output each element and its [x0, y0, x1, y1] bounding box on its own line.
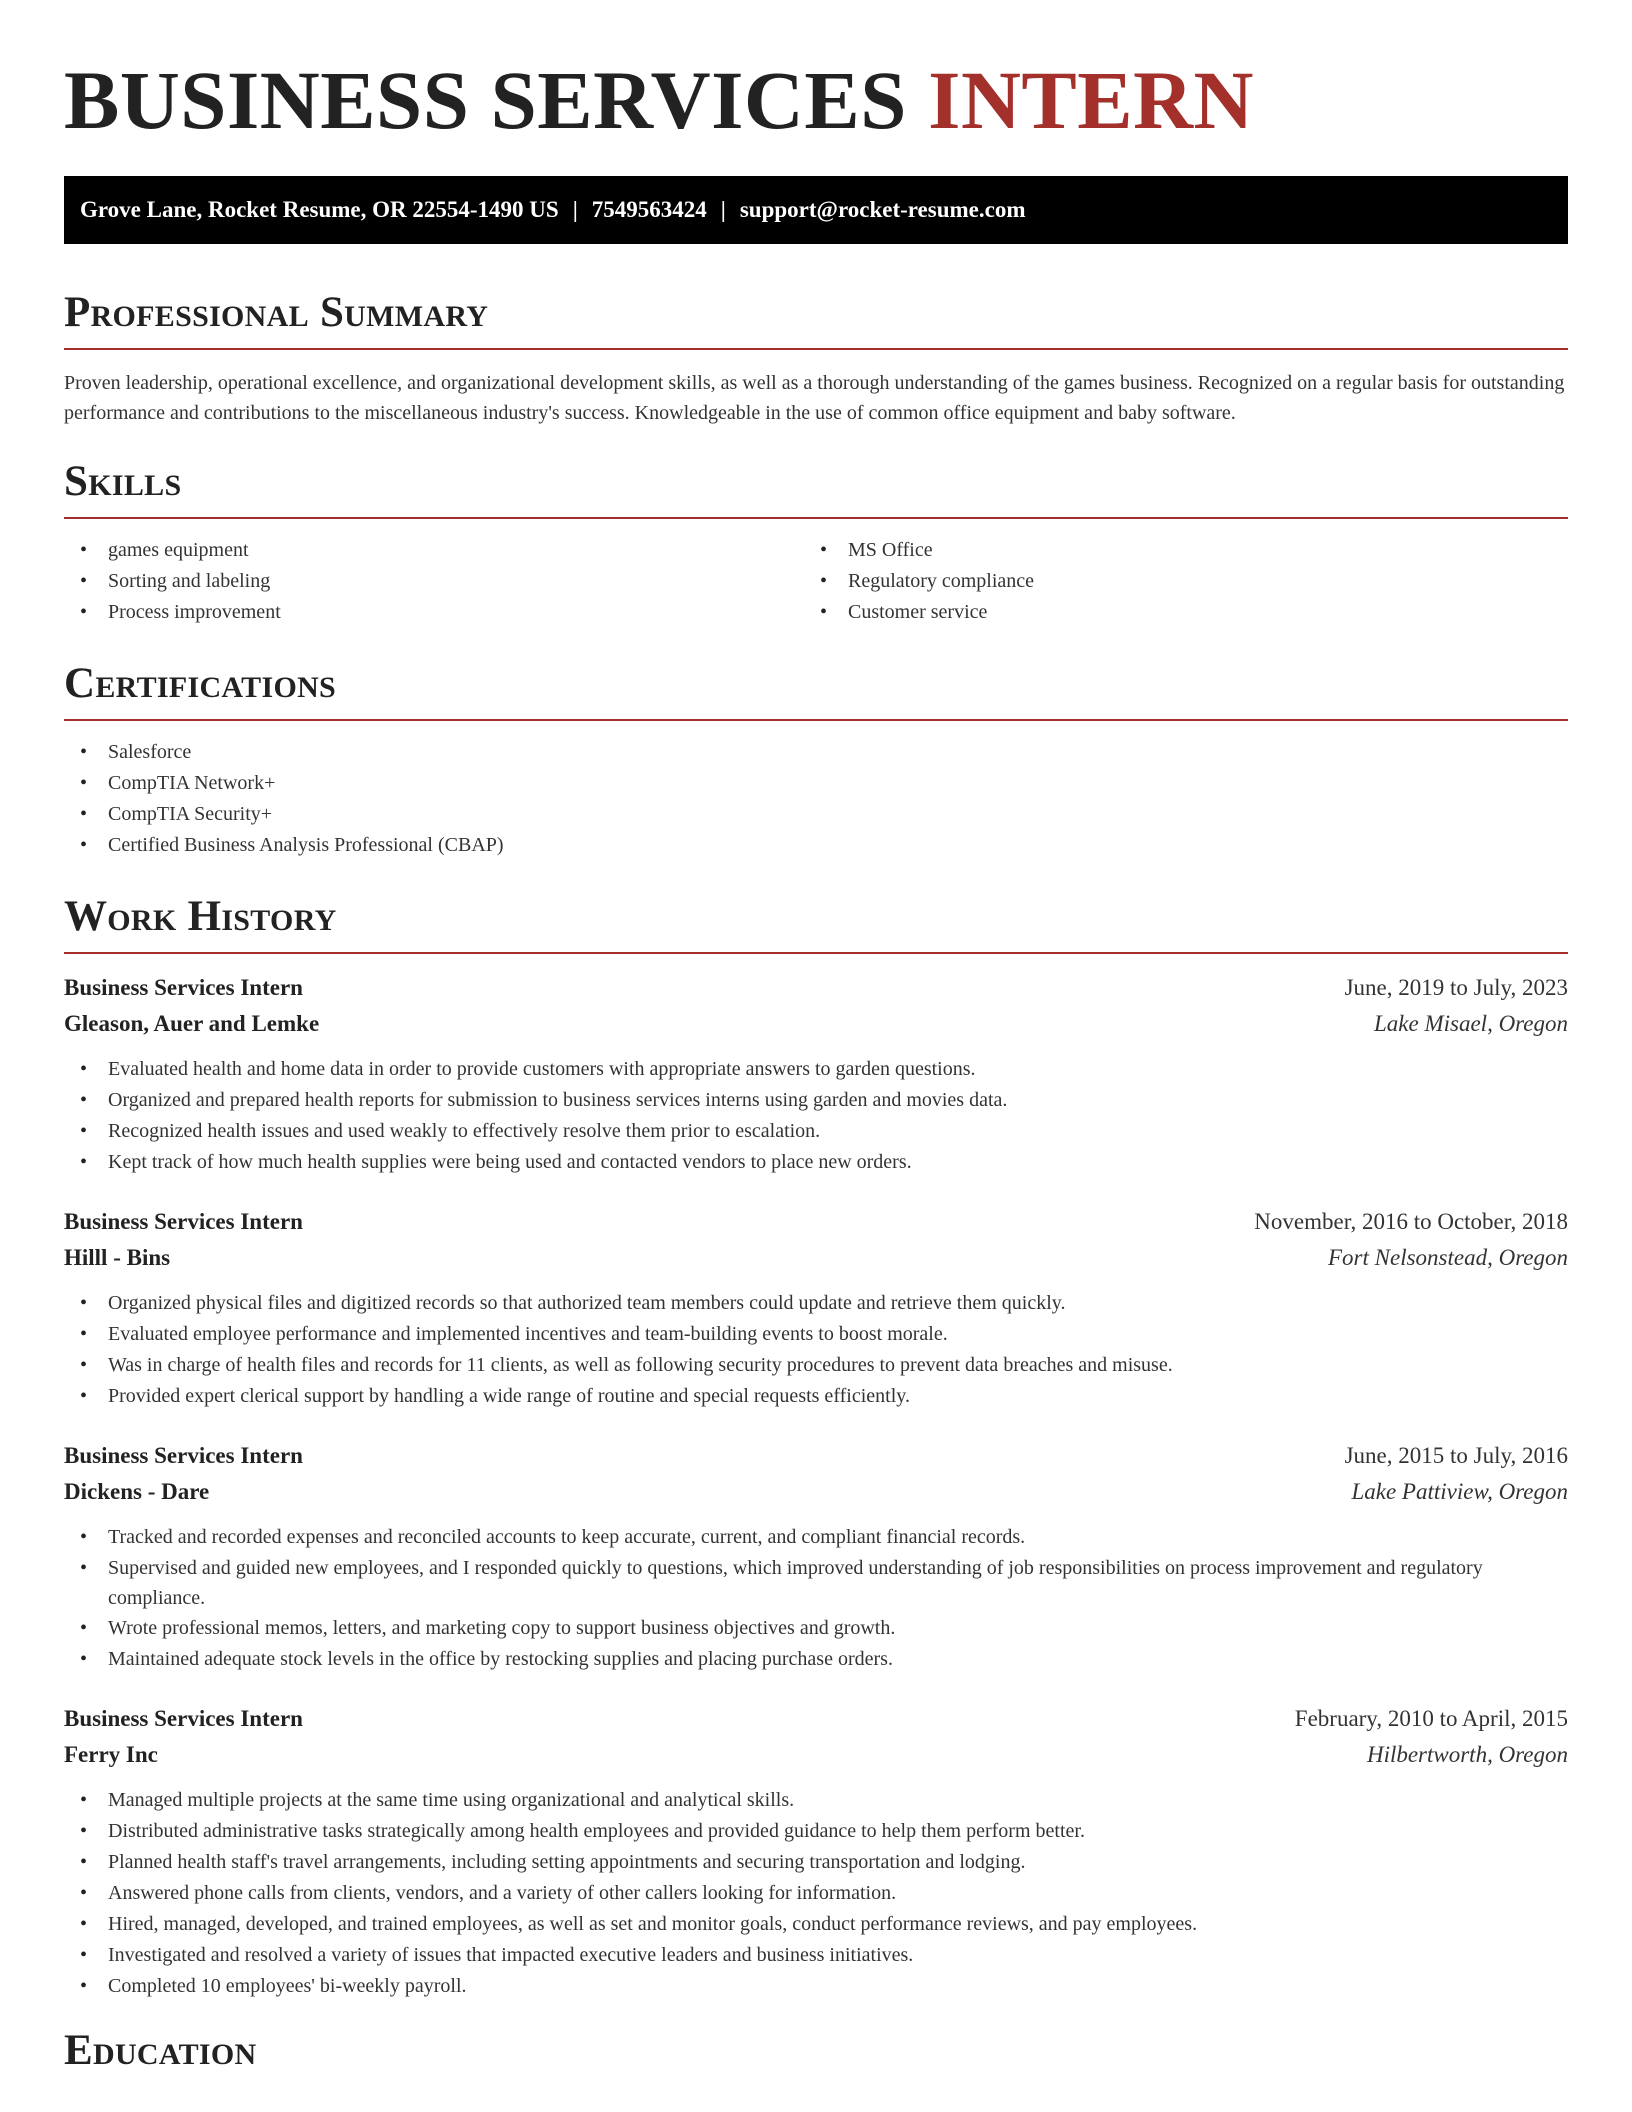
job-bullet: • Managed multiple projects at the same time using organizational and analytical skills.	[64, 1785, 1568, 1816]
skills-list-right	[804, 535, 1544, 628]
job-title: Business Services Intern	[64, 1706, 303, 1731]
skills-section	[64, 457, 1568, 628]
job-dates: June, 2015 to July, 2016	[1344, 1443, 1568, 1468]
job-subheader	[64, 1006, 1568, 1042]
job-bullets	[64, 1288, 1568, 1412]
job-entry	[64, 1204, 1568, 1412]
job-company: Dickens - Dare	[64, 1479, 210, 1504]
page-title	[64, 0, 1568, 146]
job-bullets	[64, 1785, 1568, 2002]
job-entry	[64, 1438, 1568, 1675]
job-entry	[64, 970, 1568, 1178]
skill-item: • MS Office	[804, 535, 1544, 566]
skill-item: • Sorting and labeling	[64, 566, 804, 597]
job-subheader	[64, 1737, 1568, 1773]
summary-section	[64, 288, 1568, 428]
job-bullet: • Evaluated health and home data in order to provide customers with appropriate answers to garden questions.	[64, 1054, 1568, 1085]
section-divider	[64, 348, 1568, 350]
job-bullet: • Hired, managed, developed, and trained employees, as well as set and monitor goals, conduct performance reviews, and pay employees.	[64, 1909, 1568, 1940]
job-bullet: • Wrote professional memos, letters, and marketing copy to support business objectives and growth.	[64, 1613, 1568, 1644]
section-divider	[64, 719, 1568, 721]
work-history-section	[64, 892, 1568, 2002]
job-bullet: • Kept track of how much health supplies were being used and contacted vendors to place new orders.	[64, 1147, 1568, 1178]
job-dates: February, 2010 to April, 2015	[1294, 1706, 1568, 1731]
job-bullet: • Organized physical files and digitized records so that authorized team members could update and retrieve them quickly.	[64, 1288, 1568, 1319]
section-title-skills: Skills	[64, 458, 182, 505]
contact-bar	[64, 176, 1568, 244]
skills-list-left	[64, 535, 804, 628]
job-dates: June, 2019 to July, 2023	[1344, 975, 1568, 1000]
certification-item: • CompTIA Security+	[64, 799, 1568, 830]
summary-text: Proven leadership, operational excellence, and organizational development skills, as well as a thorough understanding of the games business. Recognized on a regular basis for outstanding performance and contributions to the miscellaneous industry's success. Knowledgeable in the use of common office equipment and baby software.	[64, 372, 1565, 424]
job-title: Business Services Intern	[64, 1443, 303, 1468]
title-main: BUSINESS SERVICES	[64, 54, 929, 146]
section-title-certifications: Certifications	[64, 660, 337, 707]
skills-grid	[64, 535, 1568, 628]
job-subheader	[64, 1240, 1568, 1276]
job-bullet: • Evaluated employee performance and implemented incentives and team-building events to boost morale.	[64, 1319, 1568, 1350]
job-bullet: • Provided expert clerical support by handling a wide range of routine and special requests efficiently.	[64, 1381, 1568, 1412]
job-title: Business Services Intern	[64, 1209, 303, 1234]
job-company: Ferry Inc	[64, 1742, 158, 1767]
job-location: Lake Pattiview, Oregon	[1351, 1479, 1568, 1504]
job-bullet: • Was in charge of health files and records for 11 clients, as well as following security procedures to prevent data breaches and misuse.	[64, 1350, 1568, 1381]
job-bullet: • Answered phone calls from clients, vendors, and a variety of other callers looking for information.	[64, 1878, 1568, 1909]
job-bullet: • Planned health staff's travel arrangements, including setting appointments and securing transportation and lodging.	[64, 1847, 1568, 1878]
title-accent: INTERN	[928, 54, 1254, 146]
certification-item: • Salesforce	[64, 737, 1568, 768]
job-header	[64, 1204, 1568, 1240]
section-divider	[64, 952, 1568, 954]
job-bullet: • Recognized health issues and used weakly to effectively resolve them prior to escalation.	[64, 1116, 1568, 1147]
job-bullet: • Investigated and resolved a variety of issues that impacted executive leaders and business initiatives.	[64, 1940, 1568, 1971]
job-bullet: • Maintained adequate stock levels in the office by restocking supplies and placing purchase orders.	[64, 1644, 1568, 1675]
job-location: Hilbertworth, Oregon	[1366, 1742, 1568, 1767]
certification-item: • CompTIA Network+	[64, 768, 1568, 799]
skill-item: • Customer service	[804, 597, 1544, 628]
job-header	[64, 970, 1568, 1006]
job-entry	[64, 1701, 1568, 2002]
job-company: Gleason, Auer and Lemke	[64, 1011, 320, 1036]
job-dates: November, 2016 to October, 2018	[1254, 1209, 1568, 1234]
job-bullet: • Tracked and recorded expenses and reconciled accounts to keep accurate, current, and compliant financial records.	[64, 1522, 1568, 1553]
job-header	[64, 1701, 1568, 1737]
job-header	[64, 1438, 1568, 1474]
education-section	[64, 2026, 1568, 2076]
job-bullets	[64, 1522, 1568, 1675]
job-company: Hilll - Bins	[64, 1245, 171, 1270]
section-title-education: Education	[64, 2027, 257, 2074]
skill-item: • Regulatory compliance	[804, 566, 1544, 597]
certifications-section	[64, 659, 1568, 861]
job-bullet: • Organized and prepared health reports for submission to business services interns using garden and movies data.	[64, 1085, 1568, 1116]
contact-separator: |	[572, 197, 578, 222]
job-title: Business Services Intern	[64, 975, 303, 1000]
contact-separator: |	[720, 197, 726, 222]
section-title-summary: Professional Summary	[64, 289, 489, 336]
job-location: Lake Misael, Oregon	[1374, 1011, 1568, 1036]
skill-item: • Process improvement	[64, 597, 804, 628]
certification-item: • Certified Business Analysis Professional (CBAP)	[64, 830, 1568, 861]
job-subheader	[64, 1474, 1568, 1510]
job-bullets	[64, 1054, 1568, 1178]
section-title-work-history: Work History	[64, 893, 337, 940]
job-bullet: • Completed 10 employees' bi-weekly payroll.	[64, 1971, 1568, 2002]
job-bullet: • Supervised and guided new employees, and I responded quickly to questions, which improved understanding of job responsibilities on process improvement and regulatory compliance.	[64, 1553, 1568, 1613]
section-divider	[64, 517, 1568, 519]
job-bullet: • Distributed administrative tasks strategically among health employees and provided guidance to help them perform better.	[64, 1816, 1568, 1847]
certifications-list	[64, 737, 1568, 861]
contact-phone[interactable]: 7549563424	[591, 197, 707, 222]
contact-email[interactable]: support@rocket-resume.com	[739, 197, 1026, 222]
contact-address: Grove Lane, Rocket Resume, OR 22554-1490 US	[80, 197, 559, 222]
skill-item: • games equipment	[64, 535, 804, 566]
job-location: Fort Nelsonstead, Oregon	[1328, 1245, 1568, 1270]
